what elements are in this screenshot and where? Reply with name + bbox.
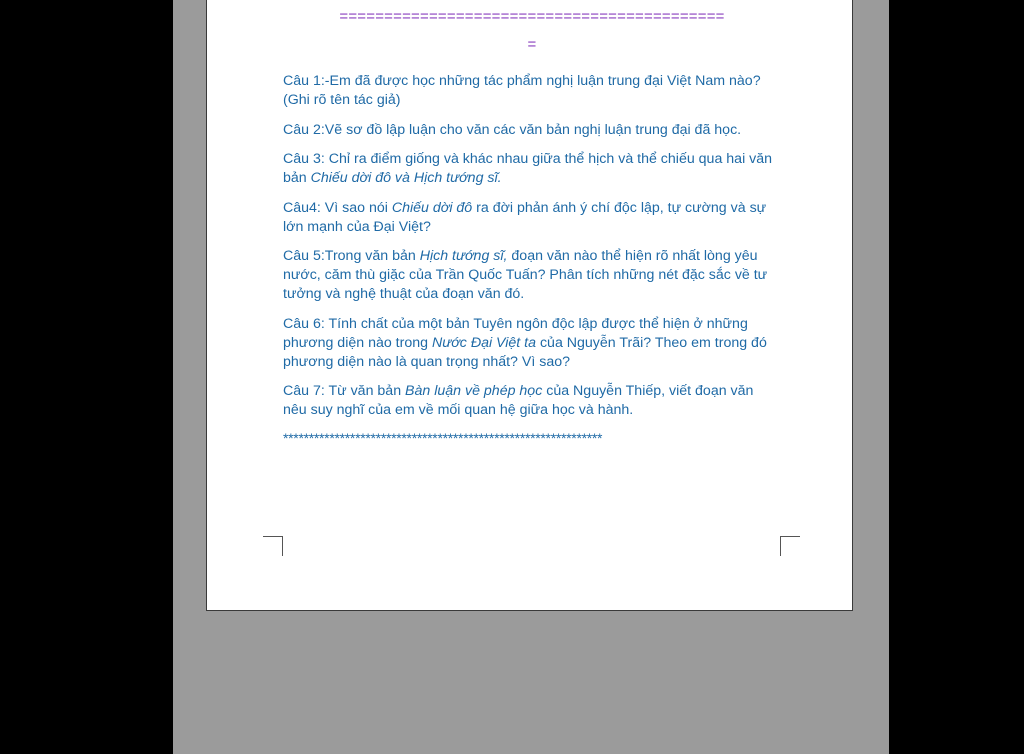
question-1-text: Câu 1:-Em đã được học những tác phẩm nghị luận trung đại Việt Nam nào? (Ghi rõ tên tác giả) <box>283 73 761 108</box>
question-3-title-italic: Chiếu dời đô và Hịch tướng sĩ. <box>310 170 502 186</box>
question-7 <box>283 382 777 420</box>
question-4-text-b: ra đời phản ánh ý chí độc lập, tự cường và sự lớn mạnh của Đại Việt? <box>283 200 767 235</box>
question-5-title-italic: Hịch tướng sĩ, <box>419 248 508 264</box>
question-4 <box>283 199 777 237</box>
question-7-text-b: của Nguyễn Thiếp, viết đoạn văn nêu suy nghĩ của em về mối quan hệ giữa học và hành. <box>283 383 754 418</box>
question-7-text-a: Câu 7: Từ văn bản <box>283 383 406 399</box>
question-2 <box>283 121 777 140</box>
question-3 <box>283 150 777 188</box>
question-5-text-a: Câu 5:Trong văn bản <box>283 248 420 264</box>
end-marker: ************************************************************** <box>283 430 603 446</box>
question-4-title-italic: Chiếu dời đô <box>391 200 473 216</box>
question-6-text-b: của Nguyễn Trãi? Theo em trong đó phương diện nào là quan trọng nhất? Vì sao? <box>283 335 767 370</box>
margin-corner-mark-right <box>780 536 800 556</box>
question-5 <box>283 247 777 304</box>
document-page <box>206 0 853 611</box>
margin-corner-mark-left <box>263 536 283 556</box>
question-3-text: Câu 3: Chỉ ra điểm giống và khác nhau giữa thể hịch và thể chiếu qua hai văn bản <box>283 151 773 186</box>
separator-line: =========================================== <box>339 8 725 25</box>
question-6-title-italic: Nước Đại Việt ta <box>431 335 537 351</box>
question-2-text: Câu 2:Vẽ sơ đồ lập luận cho văn các văn bản nghị luận trung đại đã học. <box>283 122 742 138</box>
question-7-title-italic: Bàn luận về phép học <box>405 383 543 399</box>
question-1 <box>283 72 777 110</box>
question-4-text-a: Câu4: Vì sao nói <box>283 200 392 216</box>
question-6 <box>283 315 777 372</box>
separator-tail: = <box>527 36 537 53</box>
question-6-text-a: Câu 6: Tính chất của một bản Tuyên ngôn độc lập được thể hiện ở những phương diện nào trong <box>283 316 748 351</box>
question-5-text-b: đoạn văn nào thể hiện rõ nhất lòng yêu nước, căm thù giặc của Trần Quốc Tuấn? Phân tích những nét đặc sắc về tư tưởng và nghệ thuật của đoạn văn đó. <box>283 248 768 302</box>
